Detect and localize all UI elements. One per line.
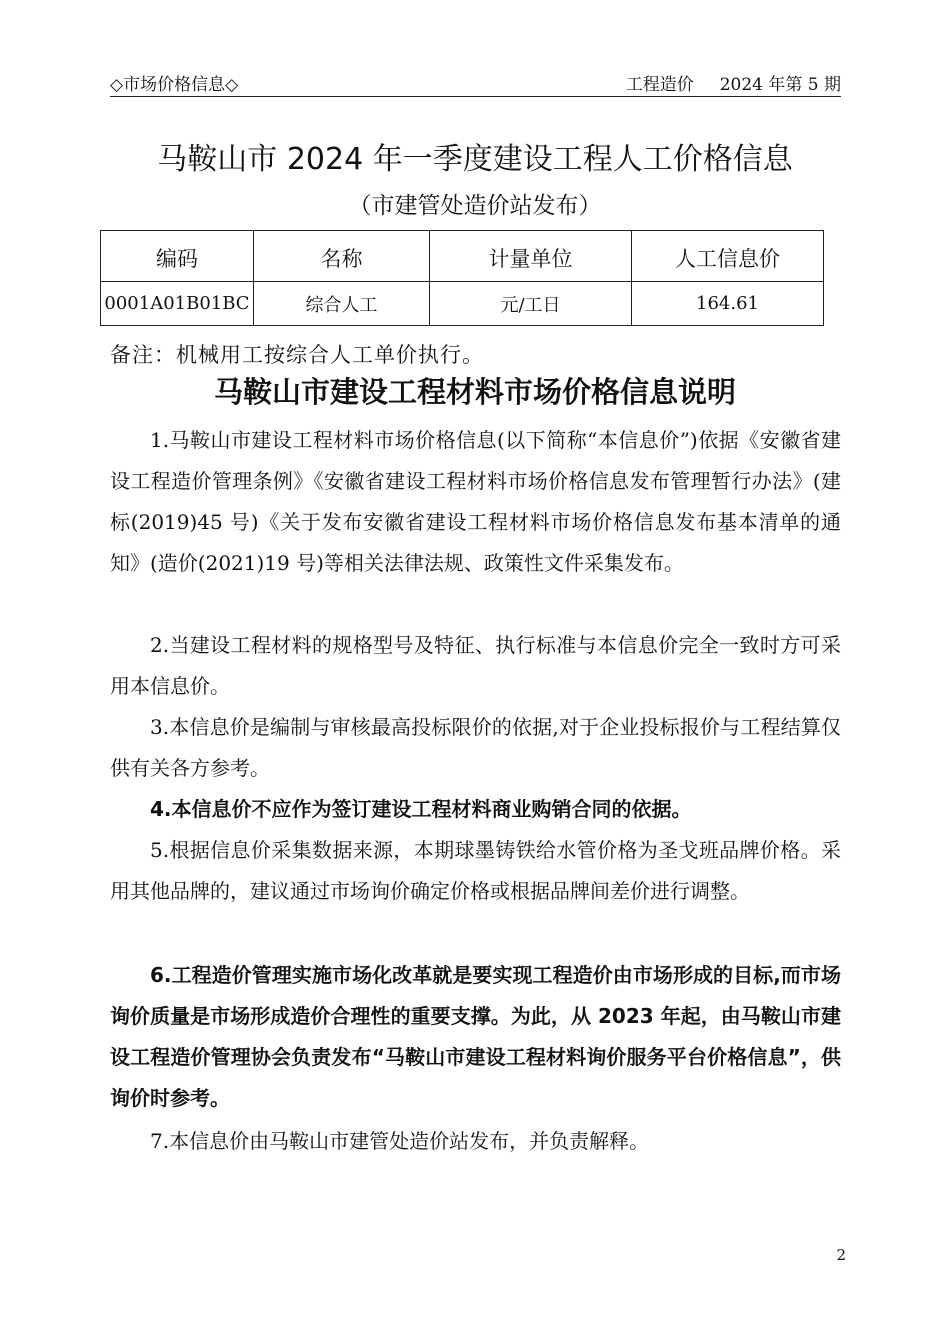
paragraph-3: 3.本信息价是编制与审核最高投标限价的依据,对于企业投标报价与工程结算仅供有关各方参考。 <box>110 715 841 780</box>
page-subtitle: （市建管处造价站发布） <box>348 193 602 219</box>
cell-name: 综合人工 <box>254 282 430 326</box>
header-category: 工程造价 <box>625 75 694 95</box>
column-header-unit: 计量单位 <box>430 231 632 282</box>
column-header-name: 名称 <box>254 231 430 282</box>
paragraph-7: 7.本信息价由马鞍山市建管处造价站发布，并负责解释。 <box>150 1129 650 1153</box>
paragraph-4: 4.本信息价不应作为签订建设工程材料商业购销合同的依据。 <box>150 797 692 821</box>
paragraph-5: 5.根据信息价采集数据来源，本期球墨铸铁给水管价格为圣戈班品牌价格。采用其他品牌的，建议通过市场询价确定价格或根据品牌间差价进行调整。 <box>110 838 841 903</box>
table-header-row <box>101 231 824 282</box>
page-header <box>110 66 841 97</box>
table-row <box>101 282 824 326</box>
paragraph-6: 6.工程造价管理实施市场化改革就是要实现工程造价由市场形成的目标,而市场询价质量是市场形成造价合理性的重要支撑。为此，从 2023 年起，由马鞍山市建设工程造价管理协会负责发布“马鞍山市建设工程材料询价服务平台价格信息”，供询价时参考。 <box>110 963 841 1110</box>
header-issue-info <box>626 70 841 95</box>
cell-price: 164.61 <box>632 282 824 326</box>
header-section-label: ◇市场价格信息◇ <box>110 75 239 95</box>
table-remark: 备注：机械用工按综合人工单价执行。 <box>110 343 484 367</box>
column-header-price: 人工信息价 <box>632 231 824 282</box>
cell-code: 0001A01B01BC <box>101 282 254 326</box>
page-number: 2 <box>836 1246 846 1264</box>
labor-price-table <box>100 230 824 326</box>
cell-unit: 元/工日 <box>430 282 632 326</box>
page-title: 马鞍山市 2024 年一季度建设工程人工价格信息 <box>157 142 793 177</box>
header-issue: 2024 年第 5 期 <box>719 75 841 95</box>
column-header-code: 编码 <box>101 231 254 282</box>
paragraph-2: 2.当建设工程材料的规格型号及特征、执行标准与本信息价完全一致时方可采用本信息价。 <box>110 633 841 698</box>
section-title: 马鞍山市建设工程材料市场价格信息说明 <box>213 375 736 409</box>
paragraph-1: 1.马鞍山市建设工程材料市场价格信息(以下简称“本信息价”)依据《安徽省建设工程造价管理条例》《安徽省建设工程材料市场价格信息发布管理暂行办法》(建标(2019)45 号)《关于发布安徽省建设工程材料市场价格信息发布基本清单的通知》(造价(2021)19 号)等相关法律法规、政策性文件采集发布。 <box>110 428 841 575</box>
